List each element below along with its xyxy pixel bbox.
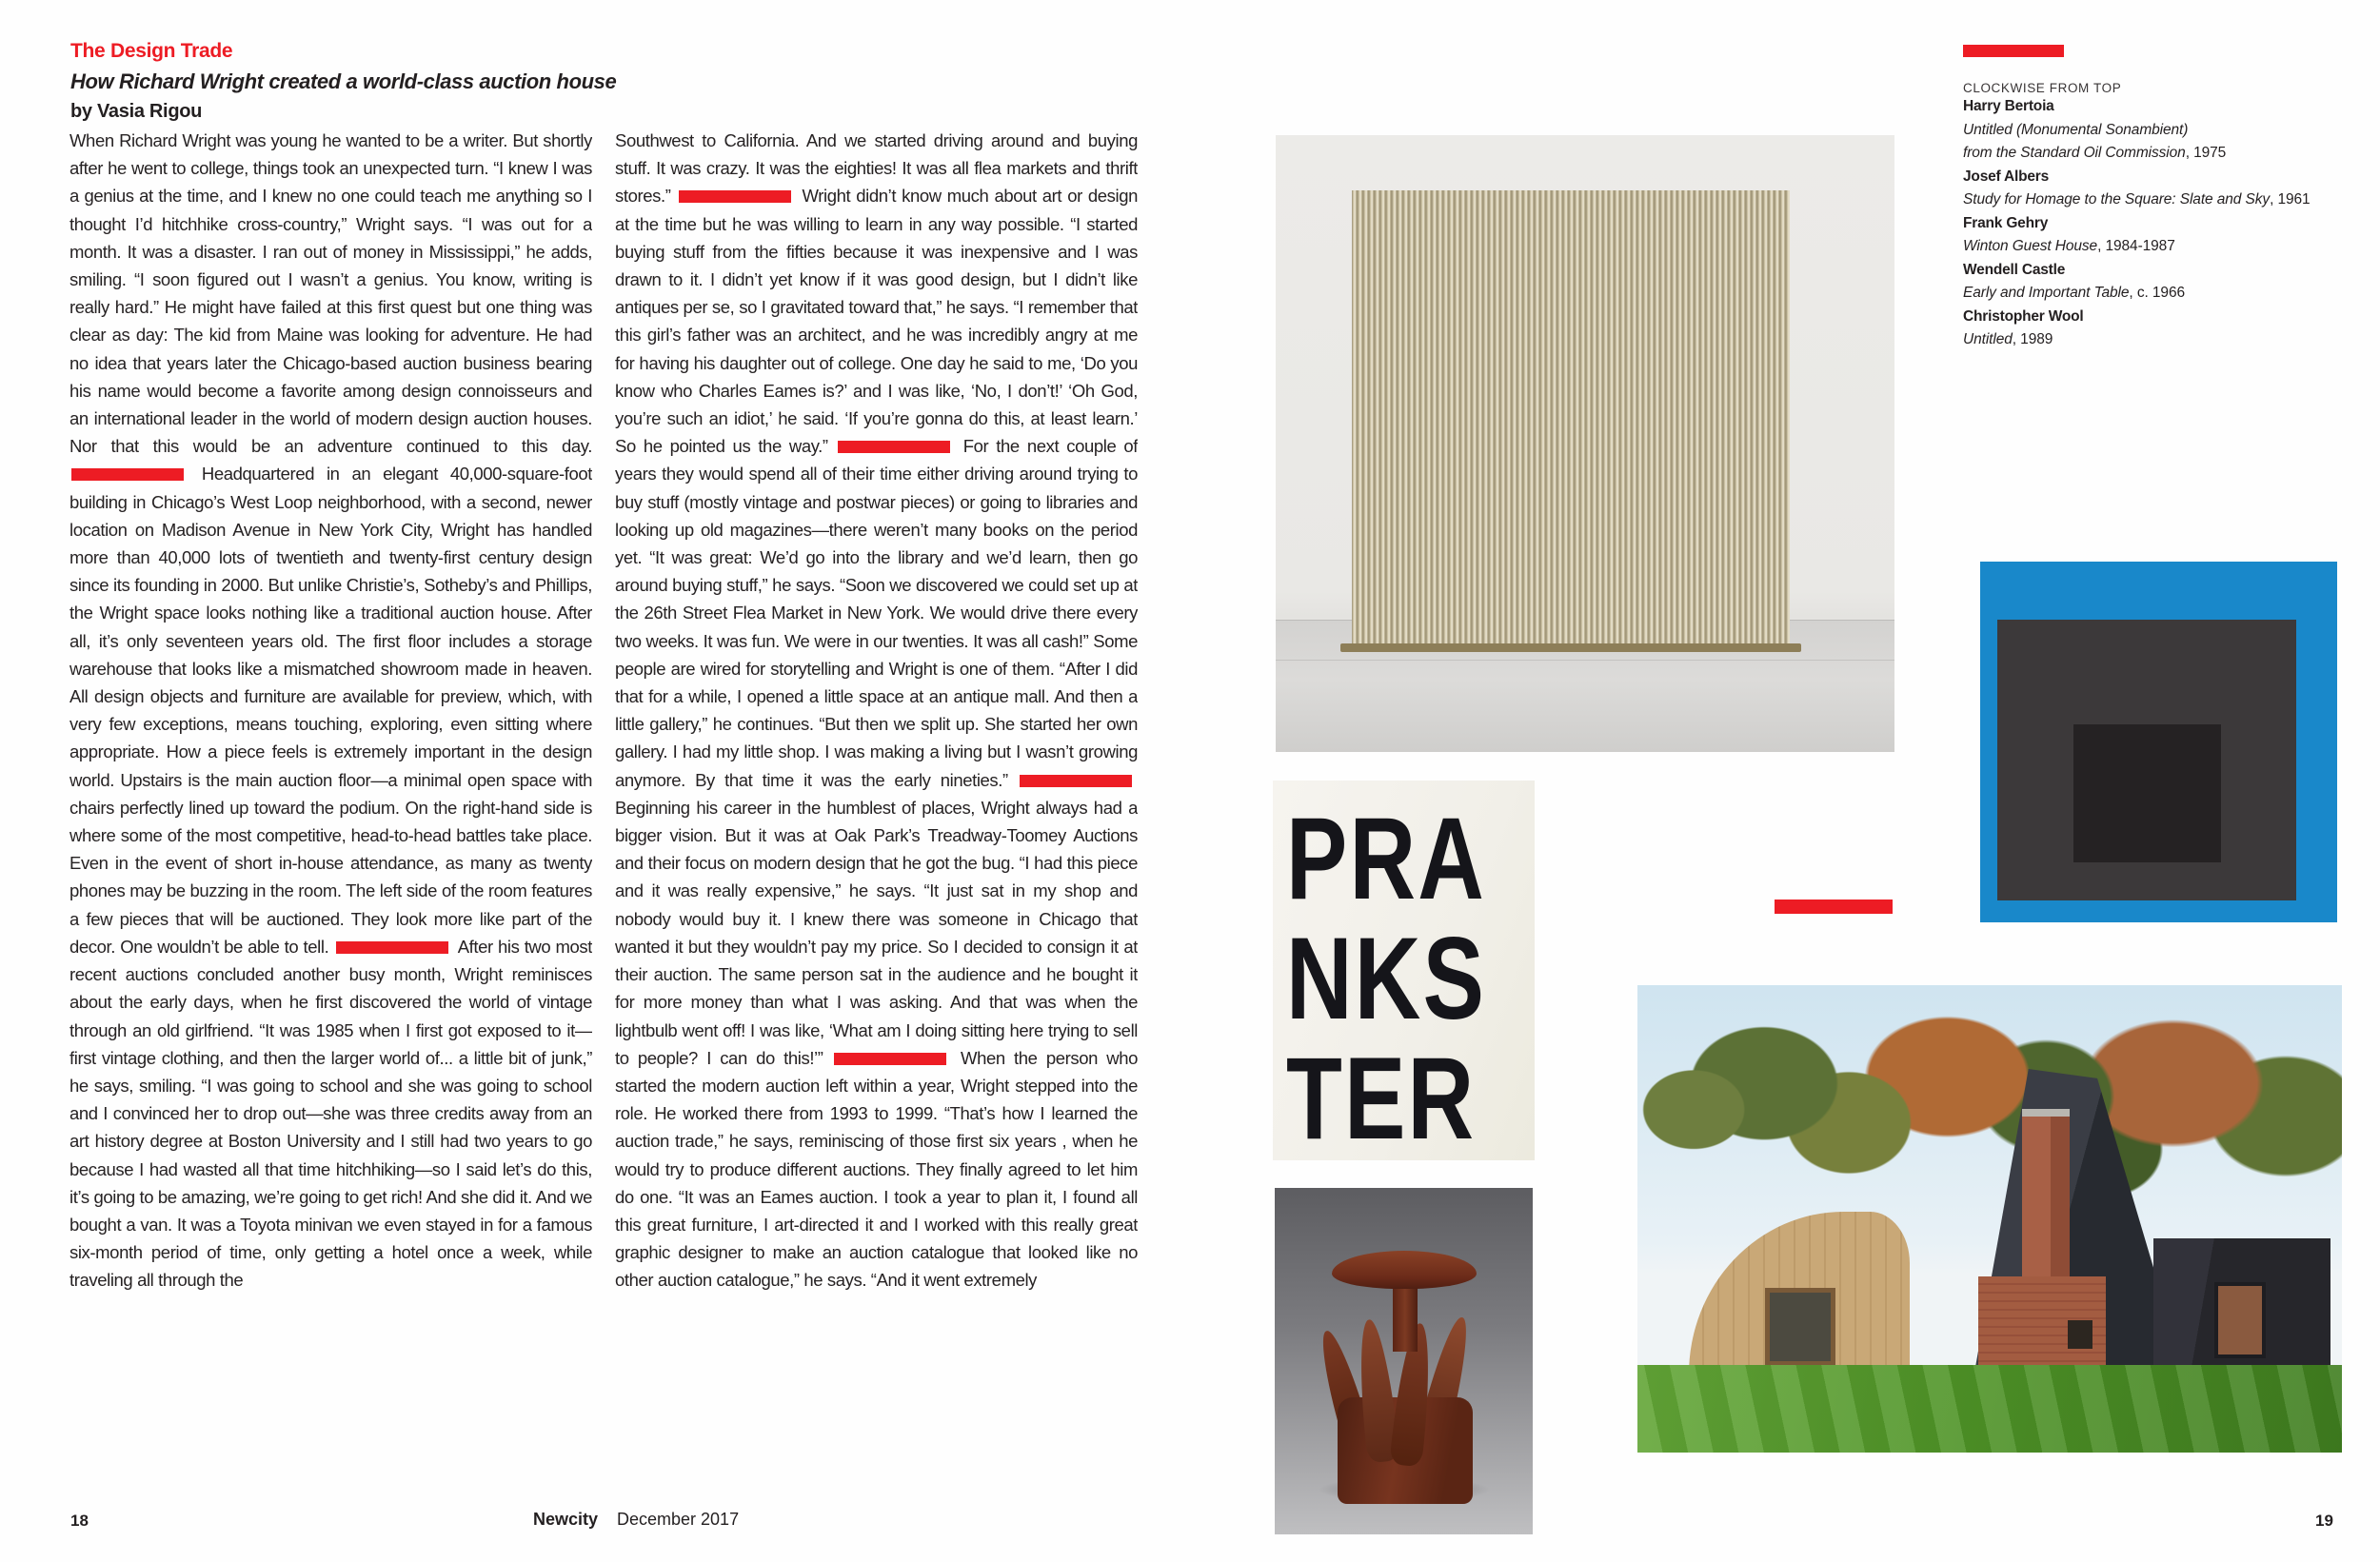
section-divider-red-bar <box>71 468 184 481</box>
caption-work-title: Untitled, 1989 <box>1963 331 2053 347</box>
section-divider-red-bar <box>838 441 950 453</box>
magazine-name: Newcity <box>533 1510 599 1529</box>
sonambient-rods <box>1352 190 1790 645</box>
article-title: How Richard Wright created a world-class auction house <box>70 69 617 93</box>
wing-window <box>1765 1288 1835 1366</box>
section-divider-red-bar <box>679 190 791 203</box>
caption-work-title: Study for Homage to the Square: Slate and Sky, 1961 <box>1963 191 2311 208</box>
caption-heading: CLOCKWISE FROM TOP <box>1963 81 2122 95</box>
box-wing-window <box>2214 1282 2266 1358</box>
stencil-text-row: TER <box>1286 1034 1477 1160</box>
layout-red-bar <box>1775 900 1893 914</box>
caption-artist-name: Harry Bertoia <box>1963 98 2054 114</box>
caption-artist-name: Frank Gehry <box>1963 214 2049 231</box>
body-column-1: When Richard Wright was young he wanted to be a writer. But shortly after he went to college, things took an unexpected turn. “I knew I was a genius at the time, and I knew no one could teach me anything so I thought I’d hitchhike cross-country,” Wright says. “I was out for a month. It was a disaster. I ran out of money in Mississippi,” he adds, smiling. “I soon figured out I wasn’t a genius. You know, writing is really hard.” He might have failed at this first quest but one thing was clear as day: The kid from Maine was looking for adventure. He had no idea that years later the Chicago-based auction business bearing his name would become a favorite among design connoisseurs and an international leader in the world of modern design auction houses. Nor that this would be an adventure continued to this day. Headquartered in an elegant 40,000-square-foot building in Chicago’s West Loop neighborhood, with a second, newer location on Madison Avenue in New York City, Wright has handled more than 40,000 lots of twentieth and twenty-first century design since its founding in 2000. But unlike Christie’s, Sotheby’s and Phillips, the Wright space looks nothing like a traditional auction house. After all, it’s only seventeen years old. The first floor includes a storage warehouse that looks like a mismatched showroom made in heaven. All design objects and furniture are available for preview, which, with very few exceptions, means touching, exploring, even sitting where appropriate. How a piece feels is extremely important in the design world. Upstairs is the main auction floor—a minimal open space with chairs perfectly lined up toward the podium. On the right-hand side is where some of the most competitive, head-to-head battles take place. Even in the event of short in-house attendance, as many as twenty phones may be buzzing in the room. The left side of the room features a few pieces that will be auctioned. They look more like part of the decor. One wouldn’t be able to tell. After his two most recent auctions concluded another busy month, Wright reminisces about the early days, when he first discovered the world of vintage through an old girlfriend. “It was 1985 when I first got exposed to it—first vintage clothing, and then the larger world of... a little bit of junk,” he says, smiling. “I was going to school and she was going to school and I convinced her to drop out—she was three credits away from an art history degree at Boston University and I still had two years to go because I had wasted all that time hitchhiking—so I said let’s do this, it’s going to be amazing, we’re going to get rich! And she did it. And we bought a van. It was a Toyota minivan we even stayed in for a famous six-month period of time, only getting a hotel once a week, while traveling all through the <box>69 130 592 1291</box>
section-divider-red-bar <box>1020 775 1132 787</box>
gehry-winton-guest-house-photo <box>1637 985 2342 1453</box>
brick-chimney <box>2022 1109 2070 1284</box>
stencil-text-row: PRA <box>1286 794 1487 925</box>
caption-artist-name: Josef Albers <box>1963 168 2050 185</box>
image-caption-block <box>1963 45 2372 352</box>
castle-table-photo <box>1275 1188 1533 1534</box>
caption-work-title: Early and Important Table, c. 1966 <box>1963 285 2185 301</box>
caption-list <box>1963 95 2372 352</box>
wool-prankster-artwork <box>1273 781 1535 1160</box>
section-divider-red-bar <box>834 1053 946 1065</box>
albers-homage-square-artwork <box>1980 562 2337 922</box>
caption-work-title: Winton Guest House, 1984-1987 <box>1963 238 2175 254</box>
caption-work-title: Untitled (Monumental Sonambient) <box>1963 121 2189 138</box>
stencil-text-row: NKS <box>1286 914 1487 1045</box>
caption-red-bar <box>1963 45 2064 57</box>
table-top <box>1332 1251 1477 1289</box>
table-stem <box>1393 1283 1418 1352</box>
section-divider-red-bar <box>336 941 448 954</box>
bertoia-sculpture-photo <box>1276 135 1894 752</box>
caption-artist-name: Christopher Wool <box>1963 307 2084 325</box>
article-byline: by Vasia Rigou <box>70 101 203 122</box>
page-number-right: 19 <box>2315 1512 2333 1530</box>
article-kicker: The Design Trade <box>70 40 233 62</box>
page-number-left: 18 <box>70 1512 89 1530</box>
lawn-mow-stripes <box>1637 1365 2342 1453</box>
caption-work-title: from the Standard Oil Commission, 1975 <box>1963 145 2227 161</box>
sculpture-base-bar <box>1340 643 1801 652</box>
albers-dark-square <box>2073 724 2222 863</box>
caption-artist-name: Wendell Castle <box>1963 261 2066 278</box>
body-column-2: Southwest to California. And we started driving around and buying stuff. It was crazy. It was the eighties! It was all flea markets and thrift stores.” Wright didn’t know much about art or design at the time but he was willing to learn in any way possible. “I started buying stuff from the fifties because it was inexpensive and I was drawn to it. I didn’t yet know if it was good design, but I didn’t like antiques per se, so I gravitated toward that,” he says. “I remember that this girl’s father was an architect, and he was incredibly angry at me for having his daughter out of college. One day he said to me, ‘Do you know who Charles Eames is?’ and I was like, ‘No, I don’t!’ ‘Oh God, you’re such an idiot,’ he said. ‘If you’re gonna do this, at least learn.’ So he pointed us the way.” For the next couple of years they would spend all of their time either driving around trying to buy stuff (mostly vintage and postwar pieces) or going to libraries and looking up old magazines—there weren’t many books on the period yet. “It was great: We’d go into the library and we’d learn, then go around buying stuff,” he says. “Soon we discovered we could set up at the 26th Street Flea Market in New York. We would drive there every two weeks. It was fun. We were in our twenties. It was all cash!” Some people are wired for storytelling and Wright is one of them. “After I did that for a while, I opened a little space at an antique mall. And then a little gallery,” he continues. “But then we split up. She started her own gallery. I had my little shop. I was making a living but I wasn’t growing anymore. By that time it was the early nineties.” Beginning his career in the humblest of places, Wright always had a bigger vision. But it was at Oak Park’s Treadway-Toomey Auctions and their focus on modern design that he got the bug. “I had this piece and it was really expensive,” he says. “It just sat in my shop and nobody would buy it. I knew there was someone in Chicago that wanted it but they wouldn’t pay my price. So I decided to consign it at their auction. The same person sat in the audience and he bought it for more money than what I was asking. And that was when the lightbulb went off! I was like, ‘What am I doing sitting here trying to sell to people? I can do this!’” When the person who started the modern auction left within a year, Wright stepped into the role. He worked there from 1993 to 1999. “That’s how I learned the auction trade,” he says, reminiscing of those first six years , when he would try to produce different auctions. They finally agreed to let him do one. “It was an Eames auction. I took a year to plan it, I found all this great furniture, I art-directed it and I worked with this really great graphic designer to make an auction catalogue that looked like no other auction catalogue,” he says. “And it went extremely <box>615 130 1138 1291</box>
base-window <box>2068 1320 2092 1349</box>
floor-seam-line <box>1276 660 1894 661</box>
issue-date: December 2017 <box>617 1510 740 1529</box>
